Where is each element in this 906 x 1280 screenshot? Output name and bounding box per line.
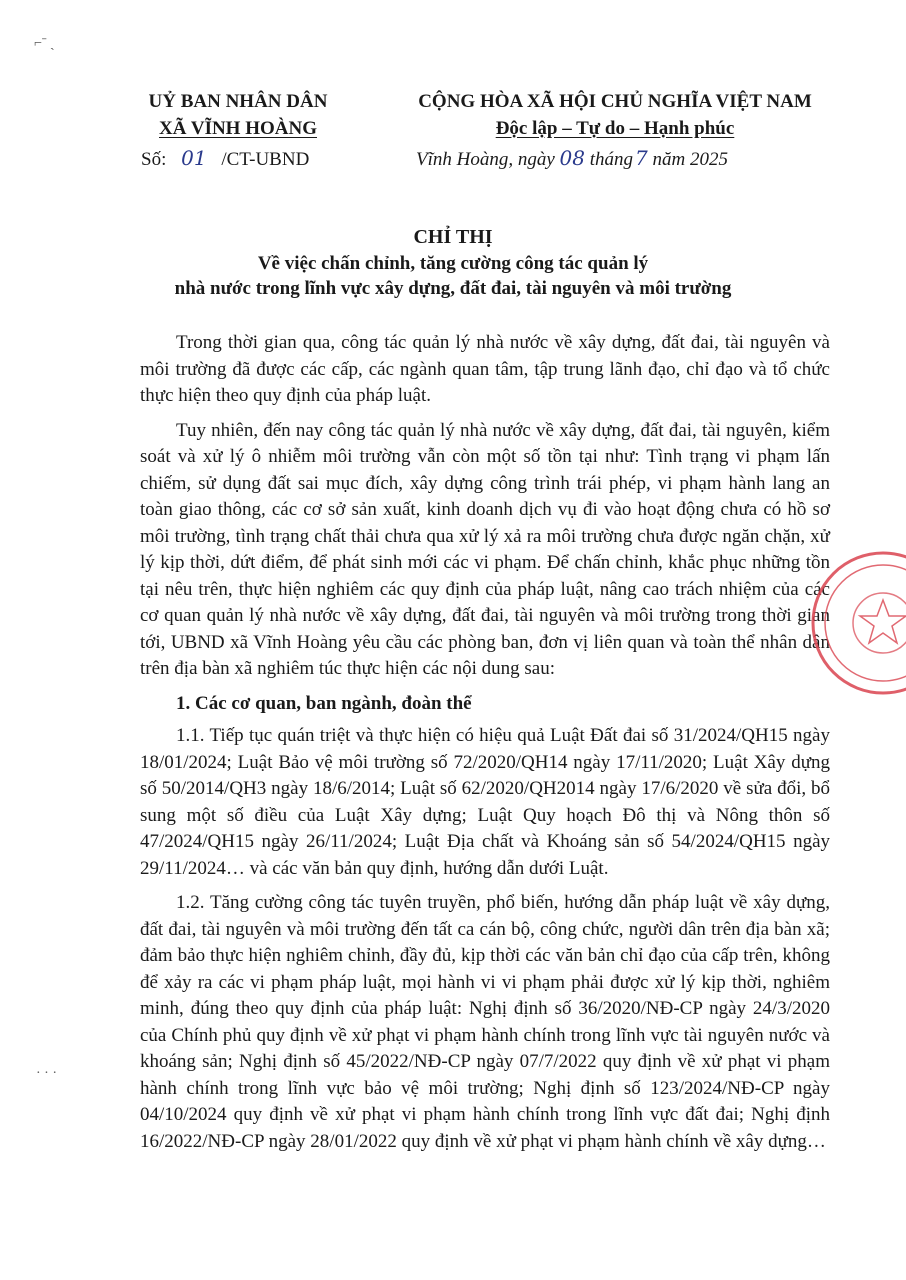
authority-name: XÃ VĨNH HOÀNG — [159, 118, 317, 139]
paragraph-issues: Tuy nhiên, đến nay công tác quản lý nhà nước về xây dựng, đất đai, tài nguyên, kiểm soát và xử lý ô nhiễm môi trường vẫn còn một số tồn tại như: Tình trạng vi phạm lấn chiếm, sử dụng đất sai mục đích, xây dựng công trình trái phép, vi phạm hành lang an toàn giao thông, các cơ sở sản xuất, kinh doanh dịch vụ đi vào hoạt động chưa có hồ sơ môi trường, tình trạng chất thải chưa qua xử lý xả ra môi trường chưa được ngăn chặn, xử lý kịp thời, dứt điểm, để phát sinh mới các vi phạm. Để chấn chỉnh, khắc phục những tồn tại nêu trên, thực hiện nghiêm các quy định của pháp luật, nâng cao trách nhiệm của các cơ quan quản lý nhà nước về xây dựng, đất đai, tài nguyên và môi trường trong thời gian tới, UBND xã Vĩnh Hoàng yêu cầu các phòng ban, đơn vị liên quan và toàn thể nhân dân trên địa bàn xã nghiêm túc thực hiện các nội dung sau: — [140, 419, 830, 679]
nation-motto: Độc lập – Tự do – Hạnh phúc — [495, 118, 735, 139]
official-seal-stamp — [808, 548, 906, 698]
document-number: Số: 01 /CT-UBND — [141, 146, 310, 170]
scan-mark-left: · · · — [36, 1066, 57, 1081]
national-header — [360, 88, 870, 142]
paragraph-intro: Trong thời gian qua, công tác quản lý nhà nước về xây dựng, đất đai, tài nguyên và môi trường đã được các cấp, các ngành quan tâm, tập trung lãnh đạo, chỉ đạo và tổ chức thực hiện theo quy định của pháp luật. — [140, 332, 830, 406]
section-heading-1: 1. Các cơ quan, ban ngành, đoàn thể — [176, 692, 472, 714]
document-type: CHỈ THỊ — [413, 226, 493, 248]
scan-mark-top: ⌐ˉ ˎ — [34, 36, 55, 51]
handwritten-day: 08 — [559, 146, 585, 170]
handwritten-month: 7 — [635, 146, 648, 170]
paragraph-1-2: 1.2. Tăng cường công tác tuyên truyền, phổ biến, hướng dẫn pháp luật về xây dựng, đất đai, tài nguyên và môi trường đến tất ca cán bộ, công chức, người dân trên địa bàn xã; đảm bảo thực hiện nghiêm chỉnh, đầy đủ, kịp thời các văn bản chỉ đạo của cấp trên, không để xảy ra các vi phạm pháp luật, mọi hành vi vi phạm phải được xử lý kịp thời, nghiêm minh, đúng theo quy định của pháp luật: Nghị định số 36/2020/NĐ-CP ngày 24/3/2020 của Chính phủ quy định về xử phạt vi phạm hành chính trong lĩnh vực tài nguyên nước và khoáng sản; Nghị định số 45/2022/NĐ-CP ngày 07/7/2022 quy định về xử phạt vi phạm hành chính trong lĩnh vực bảo vệ môi trường; Nghị định số 123/2024/NĐ-CP ngày 04/10/2024 quy định về xử phạt vi phạm hành chính trong lĩnh vực đất đai; Nghị định 16/2022/NĐ-CP ngày 28/01/2022 quy định về xử phạt vi phạm hành chính về xây dựng… — [140, 892, 830, 1152]
document-body — [140, 330, 830, 1163]
document-subject-line-1: Về việc chấn chỉnh, tăng cường công tác quản lý — [257, 253, 649, 274]
document-subject-line-2: nhà nước trong lĩnh vực xây dựng, đất đai, tài nguyên và môi trường — [174, 278, 732, 299]
paragraph-1-1: 1.1. Tiếp tục quán triệt và thực hiện có hiệu quả Luật Đất đai số 31/2024/QH15 ngày 18/01/2024; Luật Bảo vệ môi trường số 72/2020/QH14 ngày 17/11/2020; Luật Xây dựng số 50/2014/QH3 ngày 18/6/2014; Luật số 62/2020/QH2014 ngày 17/6/2020 về sửa đổi, bổ sung một số điều của Luật Xây dựng; Luật Quy hoạch Đô thị và Nông thôn số 47/2024/QH15 ngày 26/11/2024; Luật Địa chất và Khoáng sản số 54/2024/QH15 ngày 29/11/2024… và các văn bản quy định, hướng dẫn dưới Luật. — [140, 725, 830, 879]
issuing-authority — [118, 88, 358, 142]
authority-line-1: UỶ BAN NHÂN DÂN — [148, 91, 328, 112]
nation-name: CỘNG HÒA XÃ HỘI CHỦ NGHĨA VIỆT NAM — [418, 91, 812, 112]
authority-line-2 — [118, 115, 358, 142]
document-date: Vĩnh Hoàng, ngày 08 tháng 7 năm 2025 — [416, 146, 728, 170]
handwritten-number: 01 — [181, 146, 207, 170]
